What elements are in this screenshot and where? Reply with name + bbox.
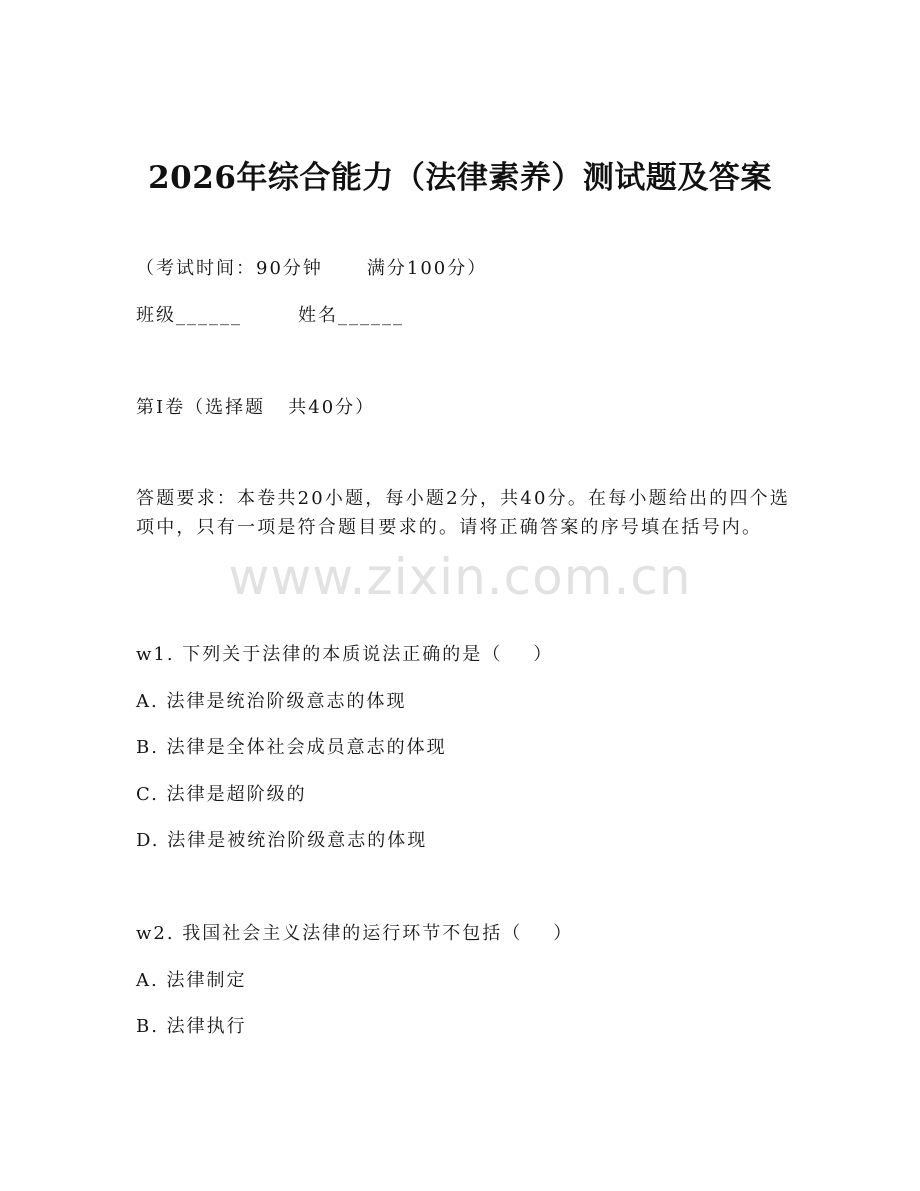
question-stem: w1. 下列关于法律的本质说法正确的是（ ） — [136, 644, 554, 665]
student-fields — [136, 301, 404, 327]
instructions: 答题要求：本卷共20小题，每小题2分，共40分。在每小题给出的四个选项中，只有一项是符合题目要求的。请将正确答案的序号填在括号内。 — [136, 488, 791, 538]
page-title: 2026年综合能力（法律素养）测试题及答案 — [148, 160, 772, 196]
exam-time: （考试时间：90分钟 — [136, 258, 323, 279]
exam-info — [136, 254, 487, 280]
question-option: A. 法律是统治阶级意志的体现 — [136, 691, 407, 712]
question-option: C. 法律是超阶级的 — [136, 784, 307, 805]
question-option: A. 法律制定 — [136, 970, 247, 991]
exam-score: 满分100分） — [366, 258, 488, 279]
question-option: D. 法律是被统治阶级意志的体现 — [136, 830, 428, 851]
question-option: B. 法律执行 — [136, 1016, 247, 1037]
question-option: B. 法律是全体社会成员意志的体现 — [136, 737, 447, 758]
question-stem: w2. 我国社会主义法律的运行环节不包括（ ） — [136, 923, 574, 944]
section-heading: 第I卷（选择题 共40分） — [136, 397, 376, 418]
name-field: 姓名______ — [298, 305, 404, 326]
class-field: 班级______ — [136, 305, 242, 326]
watermark: www.zixin.com.cn — [228, 548, 692, 606]
